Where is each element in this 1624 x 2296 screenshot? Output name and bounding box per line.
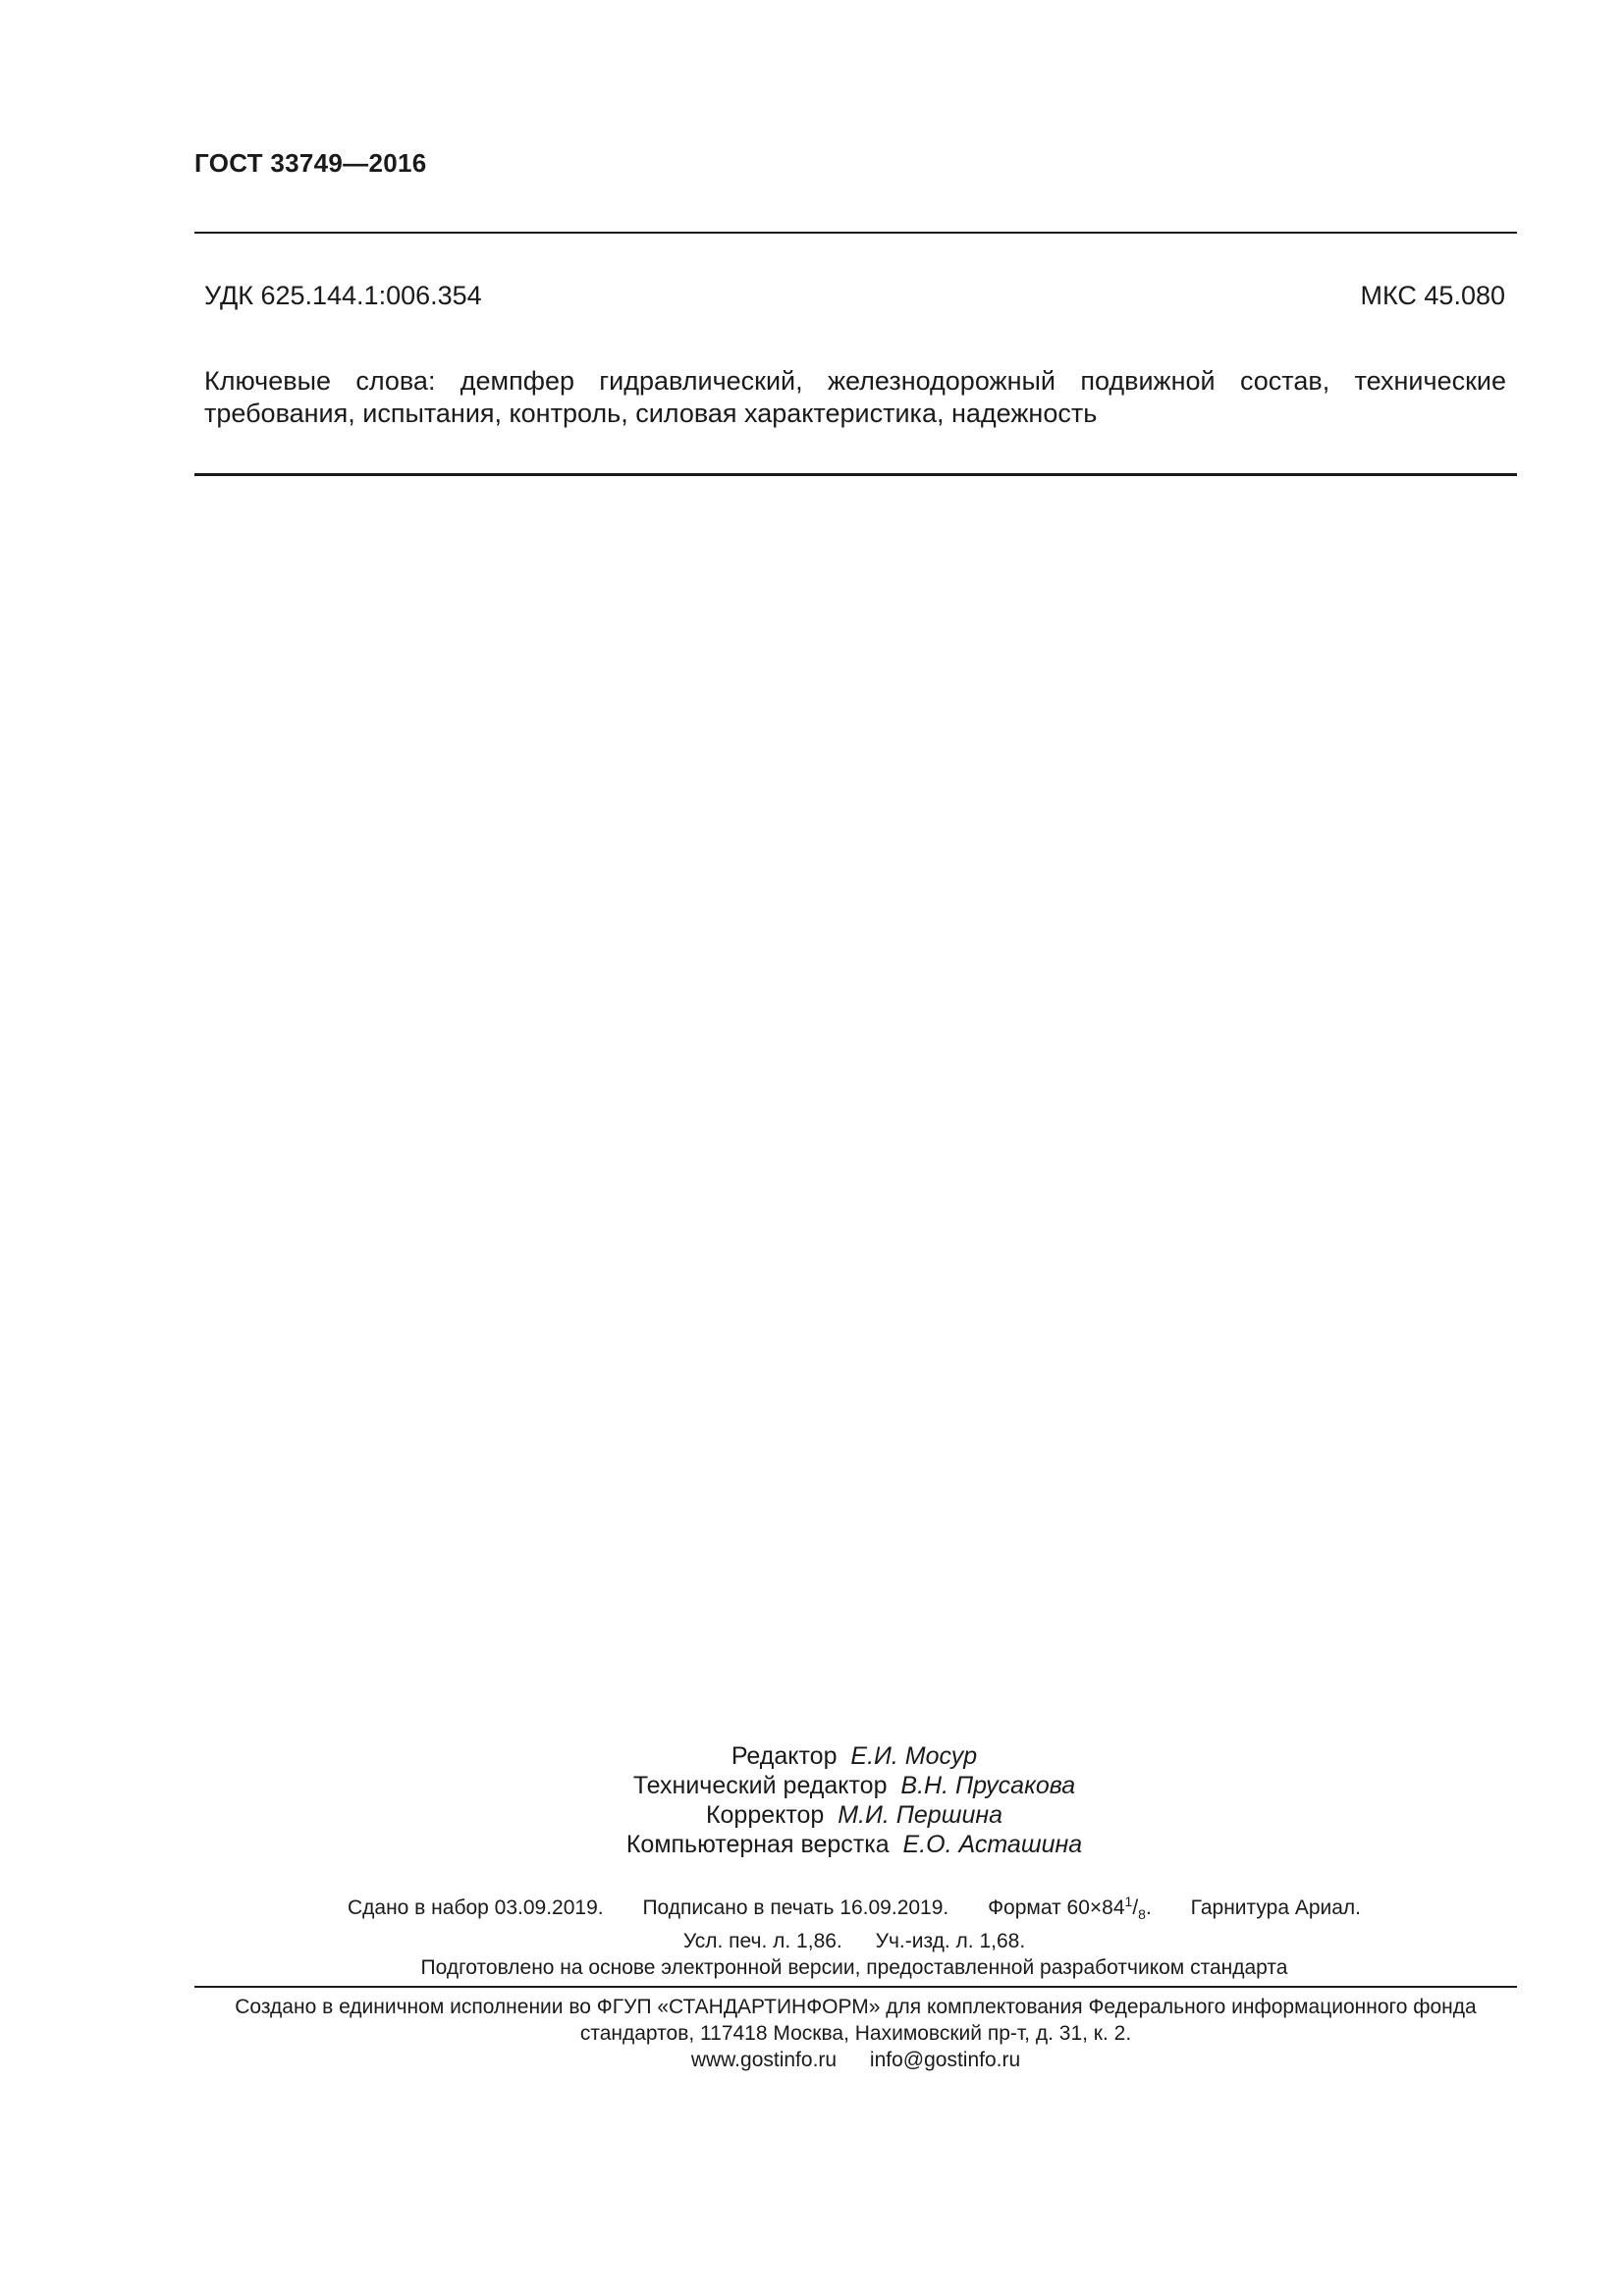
publisher-block [194,1994,1517,2073]
paper-format: Формат $60\times 84^1/_8$. [988,1894,1152,1923]
prepared-note: Подготовлено на основе электронной версии, предоставленной разработчиком стандарта [420,1956,1288,1980]
credit-role: Компьютерная верстка [625,1831,890,1858]
print-info-block [0,1889,1624,1981]
submitted-date: Сдано в набор 03.09.2019. [347,1896,604,1919]
middle-divider [194,473,1517,476]
print-info-line-1 [0,1889,1624,1928]
publisher-line-1: Создано в единичном исполнении во ФГУП «СТАНДАРТИНФОРМ» для комплектования Федерального информационного фонда [235,1996,1477,2018]
publisher-contacts [194,2047,1517,2073]
top-divider [194,232,1517,234]
standard-number: ГОСТ 33749—2016 [194,148,427,178]
email-link[interactable]: info@gostinfo.ru [869,2049,1021,2071]
credit-person: Е.И. Мосур [850,1742,978,1770]
credit-person: Е.О. Асташина [902,1831,1083,1858]
credit-line-proofreader [0,1800,1624,1830]
print-info-line-2 [0,1928,1624,1954]
credit-person: М.И. Першина [838,1801,1003,1829]
credit-line-layout [0,1830,1624,1859]
signed-date: Подписано в печать 16.09.2019. [642,1896,949,1919]
credit-person: В.Н. Прусакова [900,1772,1076,1799]
keywords-paragraph: Ключевые слова: демпфер гидравлический, железнодорожный подвижной состав, технические требования, испытания, контроль, силовая характеристика, надежность [204,366,1506,428]
credit-role: Редактор [731,1742,838,1770]
typeface: Гарнитура Ариал. [1190,1896,1362,1919]
conventional-sheets: Усл. печ. л. 1,86. [682,1930,842,1953]
credit-line-tech-editor [0,1771,1624,1800]
credits-block [0,1741,1624,1859]
mks-code: МКС 45.080 [1360,281,1505,310]
website-link[interactable]: www.gostinfo.ru [690,2049,838,2071]
udk-code: УДК 625.144.1:006.354 [204,281,482,310]
publisher-line-2: стандартов, 117418 Москва, Нахимовский пр-т, д. 31, к. 2. [579,2022,1132,2045]
credit-role: Корректор [705,1801,825,1829]
publisher-sheets: Уч.-изд. л. 1,68. [875,1930,1026,1953]
credit-line-editor [0,1741,1624,1771]
bottom-divider [194,1986,1517,1988]
credit-role: Технический редактор [632,1772,888,1799]
